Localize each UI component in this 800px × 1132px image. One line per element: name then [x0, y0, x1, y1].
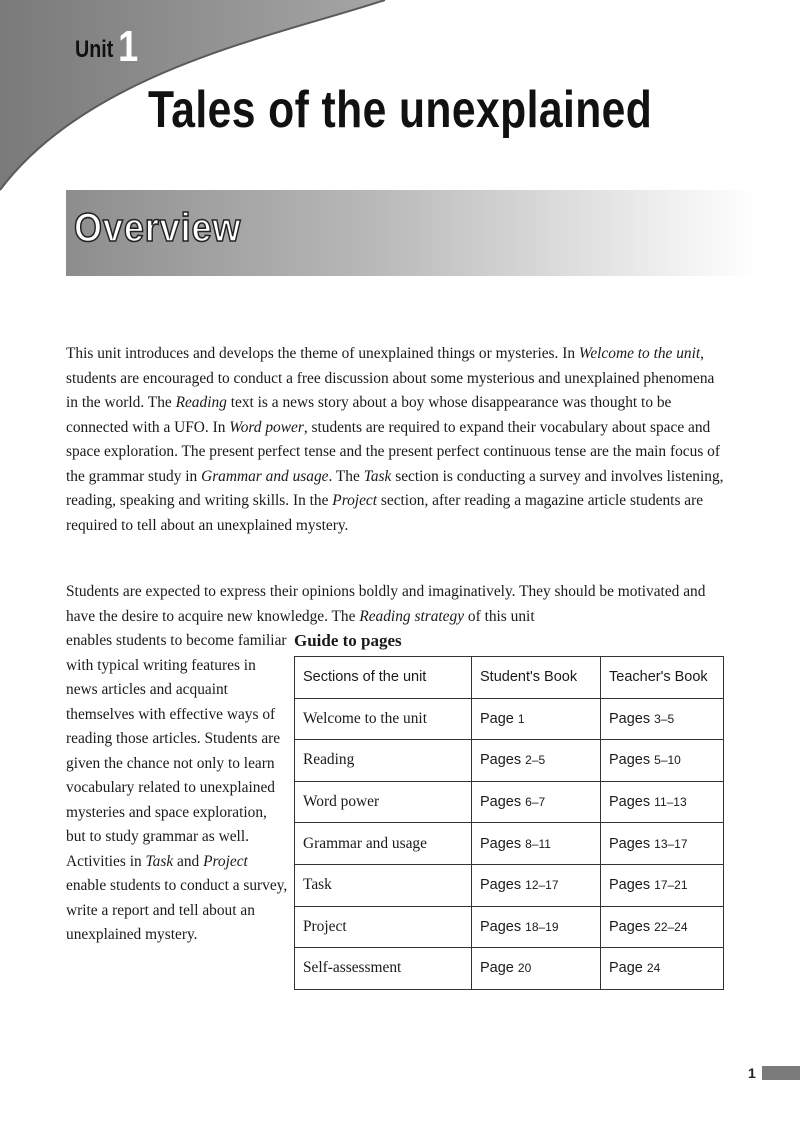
text-run: text is a news story about a boy whose disappearance was thought to be connected with a UFO. In [66, 394, 672, 436]
page-word: Pages [480, 918, 522, 935]
teachers-book-cell [601, 781, 724, 823]
section-cell: Task [295, 864, 472, 906]
text-run: section, after reading a magazine article students are required to tell about an unexplained mystery. [66, 492, 704, 534]
guide-title: Guide to pages [294, 631, 402, 650]
table-row [295, 740, 724, 782]
text-run: This unit introduces and develops the theme of unexplained things or mysteries. In [66, 345, 579, 362]
section-cell: Project [295, 906, 472, 948]
overview-banner [66, 190, 756, 276]
section-cell: Welcome to the unit [295, 698, 472, 740]
table-header-row [295, 657, 724, 699]
text-run: enables students to become familiar with typical writing features in news articles and acquaint themselves with effective ways of reading those articles. Students are given the chance not only to learn vocabulary related to unexplained mysteries and space exploration, but to study grammar as well. Activities in [66, 632, 287, 870]
teachers-book-cell [601, 740, 724, 782]
italic-term: Welcome to the unit [578, 345, 701, 362]
page-word: Pages [609, 835, 651, 852]
page-number: 1 [748, 1065, 756, 1081]
students-book-cell [472, 906, 601, 948]
text-run: Students are expected to express their opinions boldly and imaginatively. They should be motivated and have the desire to acquire new knowledge. The [66, 583, 706, 625]
page-range: 13–17 [654, 836, 688, 851]
page-range: 6–7 [525, 795, 546, 810]
table-row [295, 781, 724, 823]
italic-term: Project [203, 852, 248, 870]
page-word: Pages [609, 752, 651, 769]
page-range: 18–19 [525, 919, 559, 934]
page-word: Page [480, 960, 514, 977]
page-range: 2–5 [525, 753, 546, 768]
page-word: Pages [480, 877, 522, 894]
table-row [295, 864, 724, 906]
italic-term: Grammar and usage [201, 467, 329, 485]
students-book-cell [472, 823, 601, 865]
page-word: Pages [609, 710, 651, 727]
page-range: 12–17 [525, 878, 559, 893]
text-run: section is conducting a survey and involves listening, reading, speaking and writing skills. In the [66, 467, 724, 509]
text-run: , students are required to expand their vocabulary about space and space exploration. The present perfect tense and the present perfect continuous tense are the main focus of the grammar study in [66, 418, 720, 485]
italic-term: Reading strategy [359, 607, 465, 625]
text-run: enable students to conduct a survey, write a report and tell about an unexplained mystery. [66, 877, 288, 943]
table-row [295, 906, 724, 948]
overview-heading: Overview [74, 206, 242, 250]
header-students-book: Student's Book [472, 657, 601, 699]
text-run: of this unit [464, 607, 535, 625]
table-row [295, 948, 724, 990]
page-word: Pages [609, 877, 651, 894]
page-title: Tales of the unexplained [148, 81, 653, 139]
header-sections: Sections of the unit [295, 657, 472, 699]
page-number-bar [762, 1066, 800, 1080]
text-run: , students are encouraged to conduct a free discussion about some mysterious and unexplained phenomena in the world. The [66, 345, 715, 411]
teachers-book-cell [601, 948, 724, 990]
page-range: 5–10 [654, 753, 681, 768]
section-cell: Reading [295, 740, 472, 782]
page-range: 1 [517, 711, 525, 726]
italic-term: Project [332, 492, 378, 509]
page-range: 20 [517, 961, 532, 976]
italic-term: Task [145, 852, 174, 870]
students-book-cell [472, 864, 601, 906]
teachers-book-cell [601, 864, 724, 906]
unit-number: 1 [118, 22, 139, 71]
italic-term: Word power [229, 418, 304, 436]
text-run: . The [328, 467, 364, 485]
students-book-cell [472, 740, 601, 782]
students-book-cell [472, 698, 601, 740]
text-run: and [173, 852, 204, 870]
expectations-paragraph [66, 580, 726, 629]
page-range: 3–5 [654, 711, 675, 726]
italic-term: Reading [175, 394, 227, 411]
section-cell: Word power [295, 781, 472, 823]
unit-word: Unit [75, 36, 114, 63]
page-word: Pages [609, 918, 651, 935]
page-word: Pages [480, 752, 522, 769]
teachers-book-cell [601, 823, 724, 865]
unit-label [75, 22, 138, 72]
page-word: Pages [609, 794, 651, 811]
teachers-book-cell [601, 906, 724, 948]
page-word: Page [609, 960, 643, 977]
page-range: 11–13 [654, 795, 687, 810]
page-word: Pages [480, 794, 522, 811]
table-row [295, 823, 724, 865]
header-teachers-book: Teacher's Book [601, 657, 724, 699]
table-row [295, 698, 724, 740]
strategy-paragraph [66, 629, 288, 948]
section-cell: Self-assessment [295, 948, 472, 990]
italic-term: Task [363, 467, 392, 485]
guide-to-pages-table [294, 656, 724, 990]
page-word: Page [480, 710, 514, 727]
section-cell: Grammar and usage [295, 823, 472, 865]
page-word: Pages [480, 835, 522, 852]
students-book-cell [472, 781, 601, 823]
page-range: 17–21 [654, 878, 688, 893]
page-range: 8–11 [525, 836, 551, 851]
students-book-cell [472, 948, 601, 990]
intro-paragraph [66, 342, 726, 538]
teachers-book-cell [601, 698, 724, 740]
page-range: 22–24 [654, 919, 688, 934]
page-range: 24 [646, 961, 661, 976]
